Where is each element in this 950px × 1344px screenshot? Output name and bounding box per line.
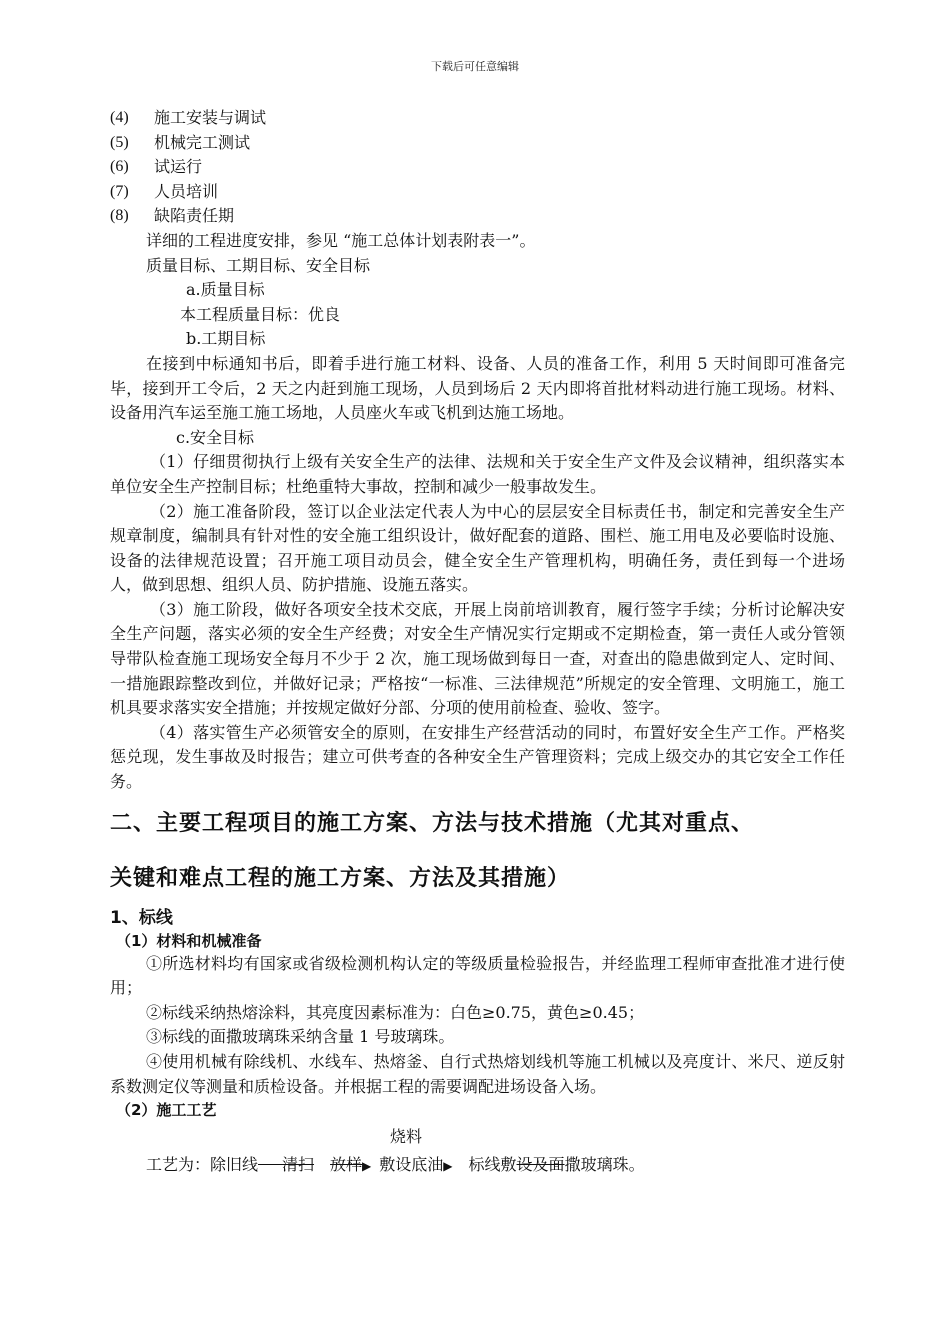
list-number: (5) bbox=[110, 133, 129, 151]
list-number: (4) bbox=[110, 109, 129, 126]
document-body bbox=[110, 106, 845, 1183]
process-gap bbox=[314, 1155, 330, 1174]
process-step: 清扫 bbox=[282, 1155, 315, 1175]
process-step: 敷设底油 bbox=[379, 1155, 444, 1175]
process-step: 撒玻璃珠。 bbox=[564, 1155, 645, 1175]
arrow-icon: ▶ bbox=[362, 1159, 372, 1174]
materials-item: ①所选材料均有国家或省级检测机构认定的等级质量检验报告，并经监理工程师审查批准才进行使用； bbox=[110, 953, 845, 998]
process-step: 放样 bbox=[330, 1155, 363, 1175]
list-text: 机械完工测试 bbox=[154, 132, 251, 152]
list-item bbox=[110, 204, 845, 229]
materials-item: ④使用机械有除线机、水线车、热熔釜、自行式热熔划线机等施工机械以及亮度计、米尺、逆反射系数测定仪等测量和质检设备。并根据工程的需要调配进场设备入场。 bbox=[110, 1052, 845, 1096]
list-text: 人员培训 bbox=[154, 181, 219, 201]
safety-goal-label: c.安全目标 bbox=[176, 427, 255, 447]
list-number: (8) bbox=[110, 207, 129, 225]
phase-list bbox=[110, 106, 845, 229]
quality-goal-label: a.质量目标 bbox=[186, 280, 265, 300]
list-text: 施工安装与调试 bbox=[154, 108, 267, 127]
list-item bbox=[110, 106, 845, 131]
safety-item: （2）施工准备阶段，签订以企业法定代表人为中心的层层安全目标责任书，制定和完善安全生产规章制度，编制具有针对性的安全施工组织设计，做好配套的道路、围栏、施工用电及必要临时设施、设备的法律规范设置；召开施工项目动员会，健全安全生产管理机构，明确任务，责任到每一个进场人，做到思想、组织人员、防护措施、设施五落实。 bbox=[110, 501, 845, 595]
process-prefix: 工艺为：除旧线 bbox=[146, 1155, 259, 1175]
process-step: 标线敷 bbox=[468, 1155, 517, 1175]
quality-goal-text: 本工程质量目标：优良 bbox=[180, 304, 341, 324]
safety-item: （1）仔细贯彻执行上级有关安全生产的法律、法规和关于安全生产文件及会议精神，组织落实本单位安全生产控制目标；杜绝重特大事故，控制和减少一般事故发生。 bbox=[110, 452, 845, 496]
duration-goal-text: 在接到中标通知书后，即着手进行施工材料、设备、人员的准备工作，利用 5 天时间即可准备完毕，接到开工令后，2 天之内赶到施工现场，人员到场后 2 天内即将首批材料动进行施工现场。材料、设备用汽车运至施工施工场地，人员座火车或飞机到达施工场地。 bbox=[110, 353, 845, 423]
process-connector bbox=[258, 1155, 282, 1174]
process-label-above: 烧料 bbox=[390, 1127, 423, 1147]
list-text: 试运行 bbox=[154, 157, 203, 177]
list-item bbox=[110, 131, 845, 156]
process-heading: （2）施工工艺 bbox=[116, 1101, 217, 1120]
process-line bbox=[146, 1153, 645, 1179]
page-header: 下载后可任意编辑 bbox=[431, 60, 519, 73]
safety-item: （3）施工阶段，做好各项安全技术交底，开展上岗前培训教育，履行签字手续；分析讨论解决安全生产问题，落实必须的安全生产经费；对安全生产情况实行定期或不定期检查，第一责任人或分管领导带队检查施工现场安全每月不少于 2 次，施工现场做到每日一查，对查出的隐患做到定人、定时间、一措施跟踪整改到位，并做好记录；严格按“一标准、三法律规范”所规定的安全管理、文明施工，施工机具要求落实安全措施；并按规定做好分部、分项的使用前检查、验收、签字。 bbox=[110, 599, 845, 718]
duration-goal-label: b.工期目标 bbox=[186, 329, 266, 349]
list-item bbox=[110, 180, 845, 205]
section-heading: 二、主要工程项目的施工方案、方法与技术措施（尤其对重点、 bbox=[110, 810, 755, 836]
section-heading-continued: 关键和难点工程的施工方案、方法及其措施） bbox=[110, 865, 571, 891]
process-step: 设及面 bbox=[516, 1155, 565, 1175]
list-item bbox=[110, 155, 845, 180]
process-flow bbox=[110, 1125, 845, 1183]
arrow-icon: ▶ bbox=[443, 1159, 453, 1174]
goals-heading: 质量目标、工期目标、安全目标 bbox=[146, 255, 371, 275]
schedule-paragraph: 详细的工程进度安排，参见 “施工总体计划表附表一”。 bbox=[146, 230, 536, 250]
list-text: 缺陷责任期 bbox=[154, 206, 235, 226]
list-number: (6) bbox=[110, 158, 129, 176]
list-number: (7) bbox=[110, 182, 129, 200]
materials-heading: （1）材料和机械准备 bbox=[116, 931, 262, 950]
materials-item: ③标线的面撒玻璃珠采纳含量 1 号玻璃珠。 bbox=[146, 1027, 455, 1047]
safety-item: （4）落实管生产必须管安全的原则，在安排生产经营活动的同时，布置好安全生产工作。严格奖惩兑现，发生事故及时报告；建立可供考查的各种安全生产管理资料；完成上级交办的其它安全工作任务。 bbox=[110, 722, 845, 792]
materials-item: ②标线采纳热熔涂料，其亮度因素标准为：白色≥0.75，黄色≥0.45； bbox=[146, 1002, 645, 1022]
process-gap bbox=[453, 1155, 469, 1174]
subsection-heading: 1、标线 bbox=[110, 907, 173, 928]
